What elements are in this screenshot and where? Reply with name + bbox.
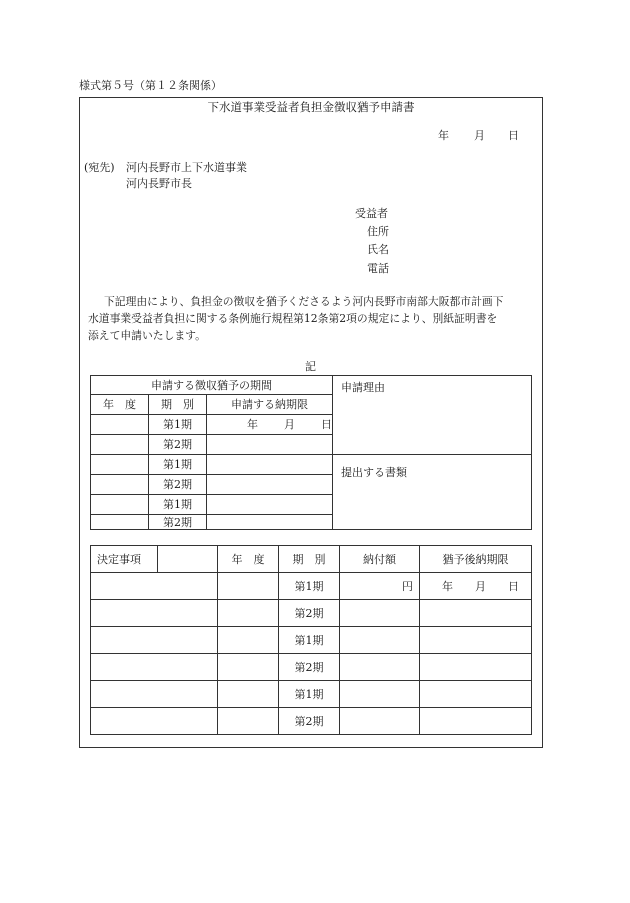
request-period-header: 申請する徴収猶予の期間 <box>91 376 333 395</box>
request-documents-label: 提出する書類 <box>341 466 408 479</box>
decision-info-cell[interactable] <box>91 681 218 708</box>
decision-info-cell[interactable] <box>91 627 218 654</box>
decision-period-cell: 第1期 <box>279 681 340 708</box>
decision-info-cell[interactable] <box>91 654 218 681</box>
decision-amount-cell[interactable] <box>340 708 420 735</box>
decision-col-period: 期 別 <box>279 546 340 573</box>
decision-deadline-cell[interactable] <box>420 708 532 735</box>
decision-amount-cell[interactable] <box>340 654 420 681</box>
decision-amount-cell[interactable] <box>340 681 420 708</box>
applicant-address-label: 住所 <box>367 225 389 238</box>
col-deadline-header: 申請する納期限 <box>207 395 333 415</box>
date-month: 月 <box>474 129 485 142</box>
request-year-cell[interactable] <box>91 515 149 530</box>
request-reason-label: 申請理由 <box>341 381 386 394</box>
decision-amount-cell[interactable] <box>340 600 420 627</box>
decision-label-cell <box>91 546 158 573</box>
decision-year-cell[interactable] <box>218 654 279 681</box>
request-deadline-cell[interactable]: 年 月 日 <box>207 415 333 435</box>
request-period-cell: 第1期 <box>149 415 207 435</box>
decision-amount-cell[interactable] <box>340 573 420 600</box>
decision-year-cell[interactable] <box>218 681 279 708</box>
decision-col-amount: 納付額 <box>340 546 420 573</box>
decision-year-cell[interactable] <box>218 708 279 735</box>
decision-deadline-cell[interactable] <box>420 627 532 654</box>
decision-period-cell: 第1期 <box>279 627 340 654</box>
request-deadline-cell[interactable] <box>207 435 333 455</box>
request-year-cell[interactable] <box>91 455 149 475</box>
decision-period-cell: 第2期 <box>279 600 340 627</box>
request-deadline-cell[interactable] <box>207 515 333 530</box>
request-year-cell[interactable] <box>91 475 149 495</box>
decision-info-cell[interactable] <box>91 573 218 600</box>
form-label: 様式第５号（第１２条関係） <box>79 79 222 92</box>
decision-info-cell[interactable] <box>91 600 218 627</box>
currency-label: 円 <box>402 579 413 593</box>
applicant-name-label: 氏名 <box>367 243 389 256</box>
request-reason-cell[interactable] <box>333 376 532 455</box>
applicant-heading: 受益者 <box>355 207 388 220</box>
decision-year-cell[interactable] <box>218 600 279 627</box>
decision-info-cell[interactable] <box>91 708 218 735</box>
addressee-line2: 河内長野市長 <box>126 177 192 190</box>
ki-label: 記 <box>305 360 316 373</box>
addressee-prefix: (宛先) <box>84 161 115 174</box>
request-deadline-cell[interactable] <box>207 495 333 515</box>
col-year-header: 年 度 <box>91 395 149 415</box>
request-table <box>90 375 532 530</box>
request-documents-cell[interactable] <box>333 455 532 530</box>
request-period-cell: 第2期 <box>149 515 207 530</box>
decision-deadline-cell[interactable] <box>420 681 532 708</box>
request-period-cell: 第2期 <box>149 475 207 495</box>
request-year-cell[interactable] <box>91 435 149 455</box>
decision-period-cell: 第1期 <box>279 573 340 600</box>
decision-label: 決定事項 <box>97 552 141 566</box>
applicant-phone-label: 電話 <box>367 262 389 275</box>
decision-table <box>90 545 532 735</box>
request-deadline-cell[interactable] <box>207 455 333 475</box>
body-line-2: 水道事業受益者負担に関する条例施行規程第12条第2項の規定により、別紙証明書を <box>88 312 498 325</box>
request-period-cell: 第1期 <box>149 495 207 515</box>
request-period-cell: 第2期 <box>149 435 207 455</box>
decision-blank-cell <box>158 546 218 573</box>
request-deadline-cell[interactable] <box>207 475 333 495</box>
decision-period-cell: 第2期 <box>279 654 340 681</box>
addressee-line1: 河内長野市上下水道事業 <box>126 161 247 174</box>
decision-amount-cell[interactable] <box>340 627 420 654</box>
date-year: 年 <box>438 129 449 142</box>
decision-deadline-cell[interactable] <box>420 654 532 681</box>
body-line-3: 添えて申請いたします。 <box>88 329 206 342</box>
decision-year-cell[interactable] <box>218 573 279 600</box>
form-title: 下水道事業受益者負担金徴収猶予申請書 <box>207 100 415 114</box>
request-period-cell: 第1期 <box>149 455 207 475</box>
date-day: 日 <box>508 129 519 142</box>
decision-col-year: 年 度 <box>218 546 279 573</box>
body-line-1: 下記理由により、負担金の徴収を猶予くださるよう河内長野市南部大阪都市計画下 <box>104 295 504 308</box>
decision-col-deadline: 猶予後納期限 <box>420 546 532 573</box>
request-year-cell[interactable] <box>91 495 149 515</box>
request-year-cell[interactable] <box>91 415 149 435</box>
decision-year-cell[interactable] <box>218 627 279 654</box>
decision-deadline-cell[interactable] <box>420 600 532 627</box>
decision-deadline-cell[interactable]: 年 月 日 <box>420 573 532 600</box>
decision-period-cell: 第2期 <box>279 708 340 735</box>
col-period-header: 期 別 <box>149 395 207 415</box>
